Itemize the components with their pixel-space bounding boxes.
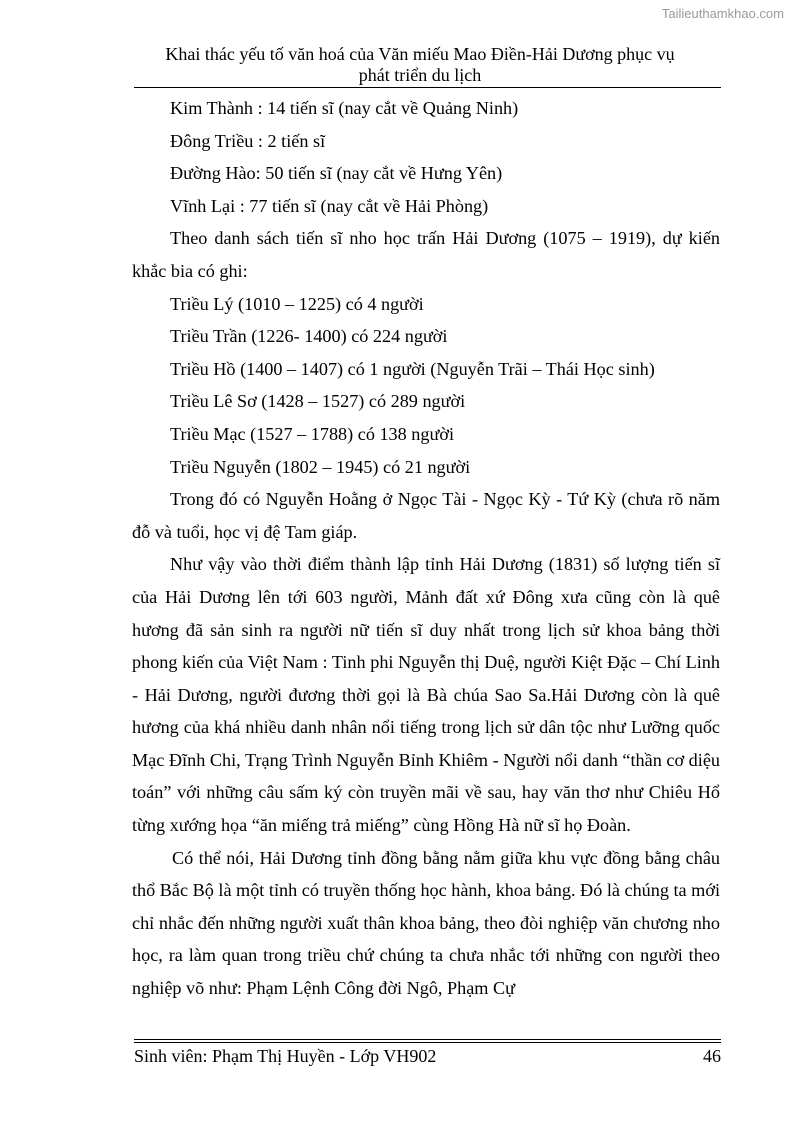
page-body: [132, 92, 720, 1005]
paragraph-duong-hao: Đường Hào: 50 tiến sĩ (nay cắt về Hưng Yên): [170, 163, 503, 184]
paragraph-603-nguoi: Như vậy vào thời điểm thành lập tỉnh Hải Dương (1831) số lượng tiến sĩ của Hải Dương lên tới 603 người, Mảnh đất xứ Đông xưa cũng còn là quê hương đã sản sinh ra người nữ tiến sĩ duy nhất trong lịch sử khoa bảng thời phong kiến của Việt Nam : Tinh phi Nguyễn thị Duệ, người Kiệt Đặc – Chí Linh - Hải Dương, người đương thời gọi là Bà chúa Sao Sa.Hải Dương còn là quê hương của khá nhiều danh nhân nổi tiếng trong lịch sử dân tộc như Lưỡng quốc Mạc Đĩnh Chi, Trạng Trình Nguyễn Bỉnh Khiêm - Người nổi danh “thần cơ diệu toán” với những câu sấm ký còn truyền mãi về sau, hay văn thơ như Chiêu Hổ từng xướng họa “ăn miếng trả miếng” cùng Hồng Hà nữ sĩ họ Đoàn.: [132, 554, 720, 836]
footer-rule: [134, 1039, 721, 1043]
paragraph-trieu-ly: Triều Lý (1010 – 1225) có 4 người: [170, 293, 424, 314]
paragraph-kim-thanh: Kim Thành : 14 tiến sĩ (nay cắt về Quảng Ninh): [170, 98, 519, 118]
paragraph-trieu-ho: Triều Hồ (1400 – 1407) có 1 người (Nguyễn Trãi – Thái Học sinh): [170, 358, 655, 379]
header-line-2: phát triển du lịch: [358, 65, 482, 85]
paragraph-trieu-le-so: Triều Lê Sơ (1428 – 1527) có 289 người: [170, 391, 466, 412]
footer-author: Sinh viên: Phạm Thị Huyền - Lớp VH902: [134, 1046, 437, 1066]
paragraph-vinh-lai: Vĩnh Lại : 77 tiến sĩ (nay cắt về Hải Phòng): [170, 195, 489, 216]
running-header: [120, 44, 720, 86]
header-rule: [134, 87, 721, 88]
paragraph-danh-sach: Theo danh sách tiến sĩ nho học trấn Hải Dương (1075 – 1919), dự kiến khắc bia có ghi:: [132, 228, 720, 281]
paragraph-co-the-noi: Có thể nói, Hải Dương tỉnh đồng bằng nằm giữa khu vực đồng bằng châu thổ Bắc Bộ là một tỉnh có truyền thống học hành, khoa bảng. Đó là chúng ta mới chỉ nhắc đến những người xuất thân khoa bảng, theo đòi nghiệp văn chương nho học, ra làm quan trong triều chứ chúng ta chưa nhắc tới những con người theo nghiệp võ như: Phạm Lệnh Công đời Ngô, Phạm Cự: [132, 847, 720, 999]
paragraph-trieu-mac: Triều Mạc (1527 – 1788) có 138 người: [170, 423, 455, 444]
page-number: 46: [703, 1046, 721, 1066]
paragraph-trieu-nguyen: Triều Nguyễn (1802 – 1945) có 21 người: [170, 456, 471, 477]
paragraph-nguyen-hoang: Trong đó có Nguyễn Hoằng ở Ngọc Tài - Ngọc Kỳ - Tứ Kỳ (chưa rõ năm đỗ và tuổi, học vị đệ Tam giáp.: [132, 489, 720, 542]
watermark: Tailieuthamkhao.com: [661, 6, 784, 21]
paragraph-trieu-tran: Triều Trần (1226- 1400) có 224 người: [170, 326, 448, 347]
paragraph-dong-trieu: Đông Triều : 2 tiến sĩ: [170, 130, 326, 151]
header-line-1: Khai thác yếu tố văn hoá của Văn miếu Mao Điền-Hải Dương phục vụ: [165, 44, 675, 64]
